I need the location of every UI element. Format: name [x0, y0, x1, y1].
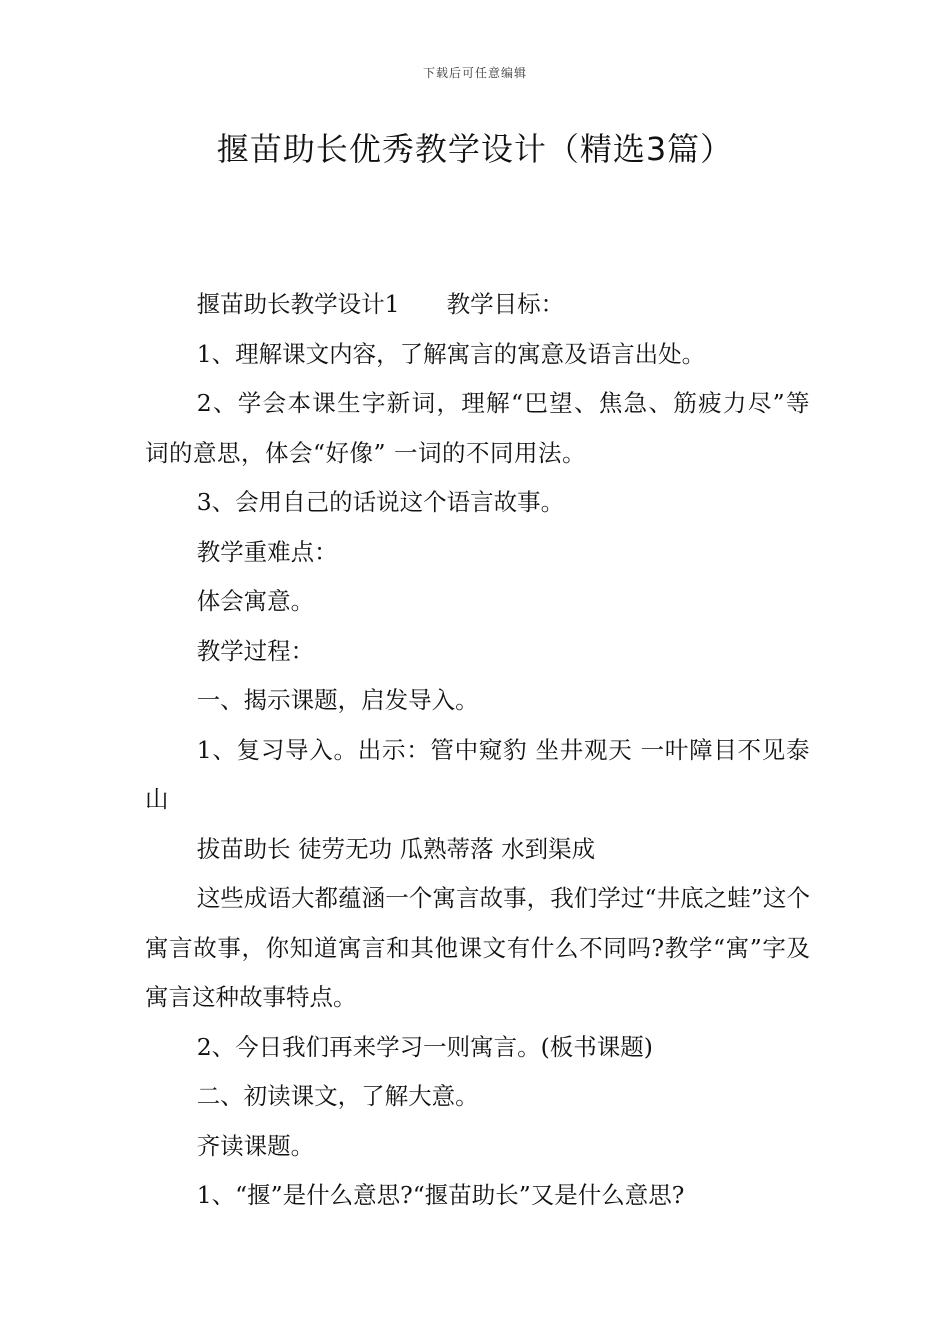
paragraph-goal-3: 3、会用自己的话说这个语言故事。 — [196, 488, 565, 516]
header-note: 下载后可任意编辑 — [422, 66, 527, 80]
paragraph-step-1-heading: 一、揭示课题，启发导入。 — [196, 686, 479, 714]
paragraph-new-fable: 2、今日我们再来学习一则寓言。(板书课题) — [196, 1032, 653, 1061]
paragraph-goal-1: 1、理解课文内容，了解寓言的寓意及语言出处。 — [196, 339, 706, 368]
document-title: 揠苗助长优秀教学设计（精选3篇） — [216, 130, 734, 168]
paragraph-step-2-heading: 二、初读课文，了解大意。 — [196, 1082, 479, 1110]
paragraph-read-title: 齐读课题。 — [196, 1131, 315, 1160]
paragraph-key-points-heading: 教学重难点： — [196, 537, 338, 566]
paragraph-question-1: 1、“揠”是什么意思?“揠苗助长”又是什么意思? — [196, 1181, 685, 1209]
paragraph-key-points: 体会寓意。 — [196, 587, 315, 615]
paragraph-idioms-2: 拔苗助长 徒劳无功 瓜熟蒂落 水到渠成 — [196, 834, 596, 863]
paragraph-process-heading: 教学过程： — [196, 636, 315, 665]
document-body — [145, 280, 810, 1221]
paragraph-review-idioms: 1、复习导入。出示：管中窥豹 坐井观天 一叶障目不见泰山 — [145, 735, 810, 813]
paragraph-goal-2: 2、学会本课生字新词，理解“巴望、焦急、筋疲力尽”等词的意思，体会“好像” 一词的不同用法。 — [145, 389, 810, 467]
paragraph-fable-intro: 这些成语大都蕴涵一个寓言故事，我们学过“井底之蛙”这个寓言故事，你知道寓言和其他课文有什么不同吗?教学“寓”字及寓言这种故事特点。 — [145, 884, 810, 1011]
paragraph-section-heading: 揠苗助长教学设计1 教学目标： — [196, 290, 565, 318]
